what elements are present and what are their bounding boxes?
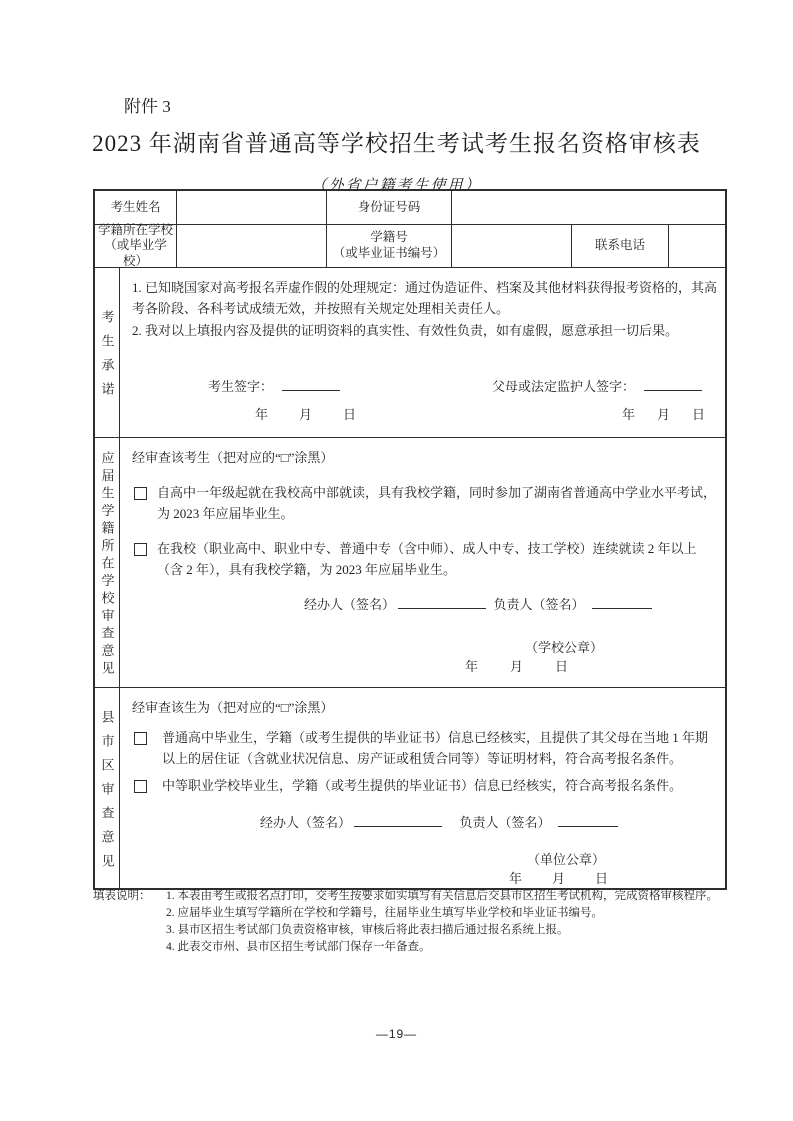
- phone-label: 联系电话: [572, 225, 669, 267]
- section-candidate-pledge: [95, 268, 725, 438]
- county-review-content: [120, 688, 725, 888]
- attachment-label: 附件 3: [124, 97, 171, 116]
- pledge-content: [120, 268, 725, 437]
- form-table: [93, 189, 727, 890]
- page-subtitle: （外省户籍考生使用）: [311, 178, 482, 194]
- school-label: 学籍所在学校（或毕业学校）: [95, 225, 177, 267]
- handler-signature-blank: [354, 812, 442, 827]
- candidate-signature-blank: [282, 376, 340, 391]
- county-handler-signature-line: 经办人（签名） 负责人（签名）: [260, 812, 618, 833]
- notes-label: 填表说明：: [93, 890, 151, 902]
- school-review-content: [120, 438, 725, 687]
- section-side-label: 考生承诺: [95, 268, 120, 437]
- guardian-signature-line: 父母或法定监护人签字：: [492, 376, 702, 397]
- section-side-label: 应届生学籍所在学校审查意见: [95, 438, 120, 687]
- page-number: —19—: [375, 1027, 418, 1041]
- school-seal-label: （学校公章）: [525, 640, 604, 655]
- phone-field: [669, 225, 729, 267]
- student-no-label-line1: 学籍号: [370, 230, 408, 245]
- id-number-label: 身份证号码: [327, 191, 452, 224]
- student-no-label-line2: （或毕业证书编号）: [332, 246, 446, 260]
- handler-signature-blank: [398, 594, 486, 609]
- school-handler-signature-line: 经办人（签名） 负责人（签名）: [304, 594, 652, 615]
- page-title: 2023 年湖南省普通高等学校招生考试考生报名资格审核表: [92, 131, 701, 156]
- school-review-date-line: 年 月 日: [465, 659, 569, 674]
- guardian-signature-blank: [644, 376, 702, 391]
- student-no-label: [327, 225, 452, 267]
- school-review-option-2: 在我校（职业高中、职业中专、普通中专（含中师）、成人中专、技工学校）连续就读 2 年以上（含 2 年），具有我校学籍，为 2023 年应届毕业生。: [132, 538, 717, 580]
- chief-signature-blank: [592, 594, 652, 609]
- unit-seal-label: （单位公章）: [527, 852, 606, 867]
- note-item: 3. 县市区招生考试部门负责资格审核，审核后将此表扫描后通过报名系统上报。: [166, 924, 569, 936]
- header-row-1: [95, 191, 725, 225]
- candidate-signature-line: 考生签字：: [208, 376, 340, 397]
- checkbox-icon: [134, 780, 147, 793]
- note-item: 1. 本表由考生或报名点打印，交考生按要求如实填写有关信息后交县市区招生考试机构，完成资格审核程序。: [166, 890, 718, 902]
- section-side-label: 县市区审查意见: [95, 688, 120, 888]
- student-no-field: [452, 225, 572, 267]
- section-county-review: [95, 688, 725, 888]
- candidate-name-label: 考生姓名: [95, 191, 177, 224]
- county-review-instruction: 经审查该生为（把对应的“□”涂黑）: [132, 700, 334, 715]
- fill-in-notes: [93, 888, 733, 956]
- checkbox-icon: [134, 543, 147, 556]
- county-review-date-line: 年 月 日: [509, 871, 609, 886]
- note-item: 4. 此表交市州、县市区招生考试部门保存一年备查。: [166, 941, 431, 953]
- county-review-option-2: 中等职业学校毕业生，学籍（或考生提供的毕业证书）信息已经核实，符合高考报名条件。: [132, 775, 717, 796]
- section-school-review: [95, 438, 725, 688]
- chief-signature-blank: [558, 812, 618, 827]
- checkbox-icon: [134, 732, 147, 745]
- candidate-date-line: 年 月 日: [255, 407, 357, 422]
- notes-items: [166, 888, 718, 956]
- pledge-item-2: 2. 我对以上填报内容及提供的证明资料的真实性、有效性负责，如有虚假，愿意承担一切后果。: [132, 323, 679, 338]
- school-review-option-1: 自高中一年级起就在我校高中部就读，具有我校学籍，同时参加了湖南省普通高中学业水平考试，为 2023 年应届毕业生。: [132, 482, 717, 524]
- guardian-date-line: 年 月 日: [622, 407, 706, 422]
- note-item: 2. 应届毕业生填写学籍所在学校和学籍号，往届毕业生填写毕业学校和毕业证书编号。: [166, 907, 603, 919]
- school-review-instruction: 经审查该考生（把对应的“□”涂黑）: [132, 450, 334, 465]
- pledge-item-1: 1. 已知晓国家对高考报名弄虚作假的处理规定：通过伪造证件、档案及其他材料获得报考资格的，其高考各阶段、各科考试成绩无效，并按照有关规定处理相关责任人。: [132, 280, 718, 316]
- candidate-name-field: [177, 191, 327, 224]
- school-field: [177, 225, 327, 267]
- county-review-option-1: 普通高中毕业生，学籍（或考生提供的毕业证书）信息已经核实，且提供了其父母在当地 1 年期以上的居住证（含就业状况信息、房产证或租赁合同等）等证明材料，符合高考报名条件。: [132, 727, 717, 769]
- header-row-2: [95, 222, 725, 268]
- checkbox-icon: [134, 487, 147, 500]
- id-number-field: [452, 191, 725, 224]
